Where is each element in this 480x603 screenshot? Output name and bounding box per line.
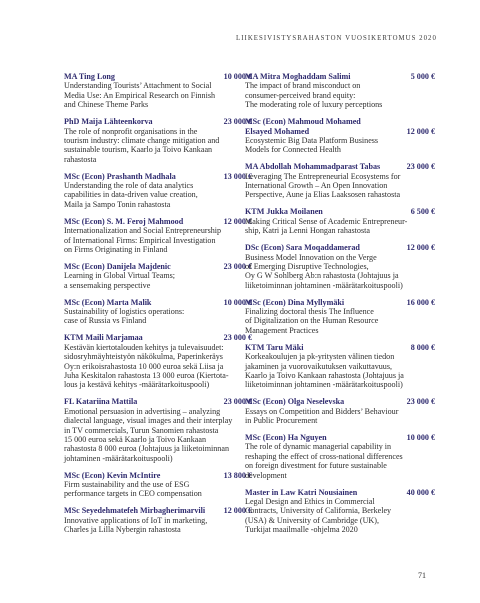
grant-entry [64, 217, 252, 255]
grant-amount: 5 000 € [410, 72, 435, 81]
grant-entry [64, 397, 252, 463]
grant-amount: 23 000 € [406, 397, 435, 407]
grantee-name: MSc (Econ) Prashanth Madhala [64, 171, 176, 181]
grant-amount: 12 000 € [223, 216, 252, 226]
grant-amount: 40 000 € [406, 487, 435, 497]
grant-entry [64, 298, 252, 326]
grant-amount: 13 000 € [223, 171, 252, 181]
right-column [245, 72, 435, 542]
grant-amount: 10 000 € [223, 72, 252, 81]
grant-entry [245, 433, 435, 480]
grant-entry [245, 162, 435, 200]
page-number: 71 [418, 571, 426, 580]
grant-description: Understanding the role of data analytics capabilities in data-driven value creation, Maila ja Sampo Tonin rahastosta [64, 181, 198, 209]
grant-description: Learning in Global Virtual Teams; a sensemaking perspective [64, 271, 176, 290]
grantee-name: MA Abdollah Mohammadparast Tabas [245, 162, 381, 172]
grant-amount: 10 000 € [223, 297, 252, 307]
grantee-name: MSc (Econ) Marta Malik [64, 297, 152, 307]
running-header: LIIKESIVISTYSRAHASTON VUOSIKERTOMUS 2020 [236, 35, 437, 42]
grant-amount: 8 000 € [410, 342, 435, 352]
grant-description: Leveraging The Entrepreneurial Ecosystems for International Growth – An Open Innovation Perspective, Aune ja Elias Laaksosen rahastosta [245, 171, 401, 200]
grant-amount: 23 000 € [223, 261, 252, 271]
grantee-name: MSc (Econ) Olga Neselevska [245, 397, 345, 407]
grant-entry [64, 471, 252, 499]
grant-description: Making Critical Sense of Academic Entrepreneur- ship, Katri ja Lenni Hongan rahastosta [245, 216, 408, 236]
grantee-name: MSc (Econ) Mahmoud Mohamed Elsayed Mohamed [245, 117, 361, 136]
grantee-name: MA Mitra Moghaddam Salimi [245, 72, 351, 81]
grant-entry [64, 172, 252, 210]
grantee-name: MSc (Econ) Danijela Majdenic [64, 261, 171, 271]
grant-amount: 23 000 € [223, 117, 252, 127]
grant-entry [64, 72, 252, 110]
grantee-name: KTM Maili Marjamaa [64, 333, 143, 343]
grantee-name: FL Katariina Mattila [64, 397, 138, 407]
grant-description: Internationalization and Social Entrepreneurship of International Firms: Empirical Investigation on Firms Originating in Finland [64, 226, 222, 254]
grant-description: Business Model Innovation on the Verge of Emerging Disruptive Technologies, Oy G W Sohlberg Ab:n rahastosta (Johtajuus ja liiketoiminnan johtaminen -määrätarkoituspooli) [245, 252, 403, 290]
grantee-name: MSc (Econ) Ha Nguyen [245, 433, 327, 442]
grant-amount: 12 000 € [406, 126, 435, 136]
grant-amount: 12 000 € [223, 506, 252, 516]
grant-entry [64, 333, 252, 389]
grant-description: Ecosystemic Big Data Platform Business Models for Connected Health [245, 135, 379, 155]
grant-description: Emotional persuasion in advertising – analyzing dialectal language, visual images and their interplay in TV commercials, Turun Sanomien rahastosta 15 000 euroa sekä Kaarlo ja Toivo Kankaan rahastosta 8 000 euroa (Johtajuus ja liiketoiminnan johtaminen -määrätarkoituspooli) [64, 406, 233, 463]
grant-entry [64, 262, 252, 290]
grant-amount: 10 000 € [406, 433, 435, 442]
grant-description: The role of nonprofit organisations in the tourism industry: climate change mitigation and sustainable tourism, Kaarlo ja Toivo Kankaan rahastosta [64, 126, 220, 164]
grantee-name: KTM Taru Mäki [245, 342, 304, 352]
grant-amount: 12 000 € [406, 243, 435, 253]
grant-entry [245, 243, 435, 290]
grantee-name: PhD Maija Lähteenkorva [64, 117, 153, 127]
grant-entry [245, 72, 435, 110]
grant-amount: 16 000 € [406, 297, 435, 307]
grant-description: The role of dynamic managerial capability in reshaping the effect of cross-national differences on foreign divestment for future sustainable development [245, 442, 403, 480]
grant-description: Legal Design and Ethics in Commercial Contracts, University of California, Berkeley (USA) & University of Cambridge (UK), Turkijat maailmalle -ohjelma 2020 [245, 496, 392, 535]
grant-description: Understanding Tourists’ Attachment to Social Media Use: An Empirical Research on Finnish and Chinese Theme Parks [64, 81, 216, 110]
grantee-name: MSc Seyedehmatefeh Mirbagherimarvili [64, 506, 206, 516]
grant-description: Innovative applications of IoT in marketing, Charles ja Lilla Nybergin rahastosta [64, 515, 208, 535]
grant-entry [245, 117, 435, 155]
grant-entry [245, 298, 435, 336]
grant-description: Korkeakoulujen ja pk-yritysten välinen tiedon jakaminen ja vuorovaikutuksen vaikuttavuus, Kaarlo ja Toivo Kankaan rahastosta (Johtajuus ja liiketoiminnan johtaminen -määrätarkoituspooli) [245, 352, 404, 390]
grant-entry [245, 488, 435, 535]
grant-description: The impact of brand misconduct on consumer-perceived brand equity: The moderating role of luxury perceptions [245, 81, 383, 110]
grantee-name: MSc (Econ) S. M. Feroj Mahmood [64, 216, 184, 226]
grant-entry [245, 343, 435, 390]
grantee-name: KTM Jukka Moilanen [245, 207, 323, 217]
grant-description: Essays on Competition and Bidders’ Behaviour in Public Procurement [245, 406, 399, 426]
grantee-name: MSc (Econ) Dina Myllymäki [245, 297, 345, 307]
grant-entry [245, 397, 435, 425]
grant-amount: 13 800 € [223, 470, 252, 480]
grant-amount: 6 500 € [410, 207, 435, 217]
grantee-name: MSc (Econ) Kevin McIntire [64, 470, 161, 480]
grant-amount: 23 000 € [223, 397, 252, 407]
grant-description: Sustainability of logistics operations: case of Russia vs Finland [64, 307, 185, 326]
grant-entry [64, 117, 252, 164]
grantee-name: Master in Law Katri Nousiainen [245, 487, 358, 497]
grant-description: Finalizing doctoral thesis The Influence of Digitalization on the Human Resource Management Practices [245, 307, 379, 335]
grant-description: Firm sustainability and the use of ESG performance targets in CEO compensation [64, 480, 202, 499]
grant-amount: 23 000 € [223, 333, 252, 343]
grant-entry [245, 207, 435, 235]
grantee-name: DSc (Econ) Sara Moqaddamerad [245, 243, 360, 253]
left-column [64, 72, 252, 542]
grant-amount: 23 000 € [406, 162, 435, 172]
grant-entry [64, 506, 252, 534]
grant-description: Kestävän kiertotalouden kehitys ja tulevaisuudet: sidosryhmäyhteistyön näkökulma, Paperinkeräys Oy:n erikoisrahastosta 10 000 euroa sekä Liisa ja Juha Keskitalon rahastosta 13 000 euroa (Kiertota- lous ja kestävä kehitys -määrätarkoituspooli) [64, 342, 229, 390]
grantee-name: MA Ting Long [64, 72, 115, 81]
